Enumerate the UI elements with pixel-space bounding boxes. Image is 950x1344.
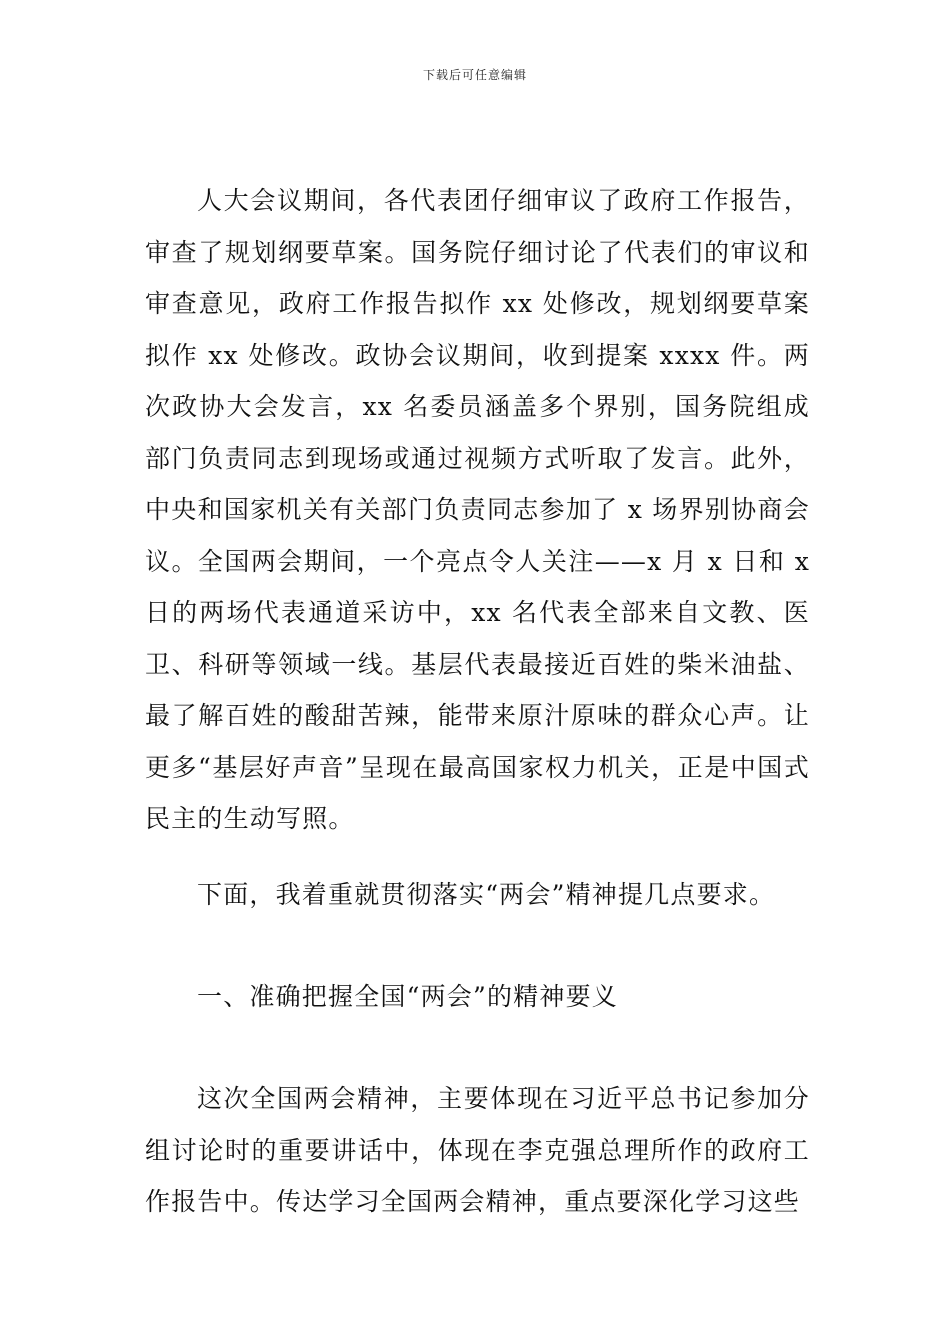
body-paragraph-1: 人大会议期间，各代表团仔细审议了政府工作报告，审查了规划纲要草案。国务院仔细讨论了代表们的审议和审查意见，政府工作报告拟作 xx 处修改，规划纲要草案拟作 xx 处修改。政协会议期间，收到提案 xxxx 件。两次政协大会发言，xx 名委员涵盖多个界别，国务院组成部门负责同志到现场或通过视频方式听取了发言。此外，中央和国家机关有关部门负责同志参加了 x 场界别协商会议。全国两会期间，一个亮点令人关注——x 月 x 日和 x 日的两场代表通道采访中，xx 名代表全部来自文教、医卫、科研等领域一线。基层代表最接近百姓的柴米油盐、最了解百姓的酸甜苦辣，能带来原汁原味的群众心声。让更多“基层好声音”呈现在最高国家权力机关，正是中国式民主的生动写照。: [145, 186, 810, 833]
body-paragraph-3: 这次全国两会精神，主要体现在习近平总书记参加分组讨论时的重要讲话中，体现在李克强总理所作的政府工作报告中。传达学习全国两会精神，重点要深化学习这些: [145, 1084, 810, 1216]
section-heading: 一、准确把握全国“两会”的精神要义: [197, 982, 618, 1011]
body-paragraph-2: 下面，我着重就贯彻落实“两会”精神提几点要求。: [197, 880, 776, 909]
header-note: 下载后可任意编辑: [422, 68, 527, 82]
